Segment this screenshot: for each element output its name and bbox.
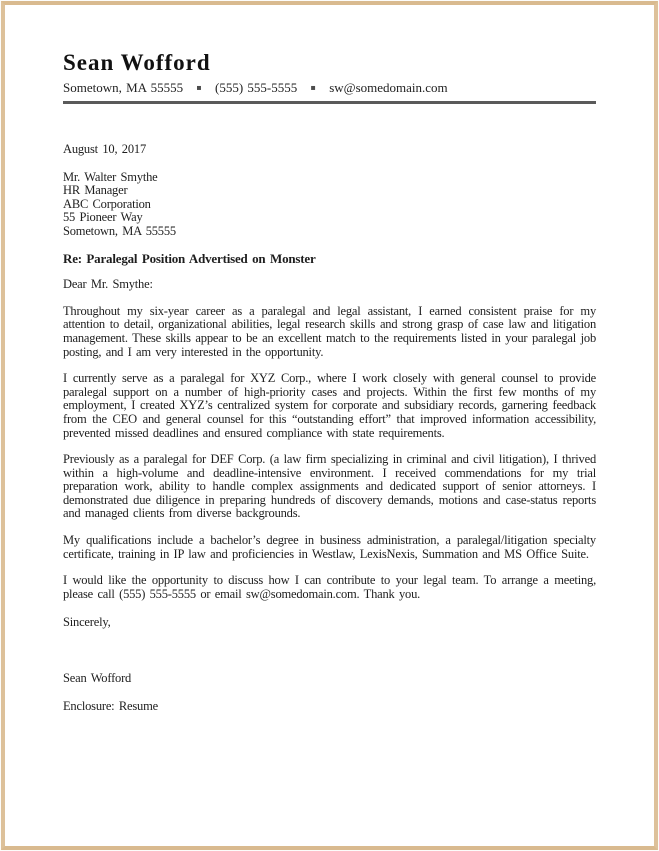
square-bullet-icon: ▪	[310, 83, 316, 92]
square-bullet-icon: ▪	[196, 83, 202, 92]
letter-header	[63, 50, 596, 104]
body-paragraph: Throughout my six-year career as a paralegal and legal assistant, I earned consistent praise for my attention to detail, organizational abilities, legal research skills and strong grasp of case law and litigation management. These skills appear to be an excellent match to the requirements listed in your paralegal job posting, and I am very interested in the opportunity.	[63, 303, 596, 359]
body-paragraph: I would like the opportunity to discuss how I can contribute to your legal team. To arrange a meeting, please call (555) 555-5555 or email sw@somedomain.com. Thank you.	[63, 573, 596, 601]
body-paragraph: My qualifications include a bachelor’s degree in business administration, a paralegal/litigation specialty certificate, training in IP law and proficiencies in Westlaw, LexisNexis, Summation and MS Office Suite.	[63, 533, 596, 561]
closing: Sincerely,	[63, 615, 111, 630]
header-divider-rule	[63, 101, 596, 104]
letter-date: August 10, 2017	[63, 142, 146, 156]
subject-line: Re: Paralegal Position Advertised on Monster	[63, 250, 316, 266]
sender-location: Sometown, MA 55555	[63, 80, 184, 95]
enclosure-line: Enclosure: Resume	[63, 698, 158, 713]
sender-phone: (555) 555-5555	[215, 80, 298, 95]
sender-name-heading: Sean Wofford	[63, 50, 211, 75]
recipient-city: Sometown, MA 55555	[63, 223, 176, 238]
body-paragraph: I currently serve as a paralegal for XYZ Corp., where I work closely with general counsel to provide paralegal support on a number of high-priority cases and projects. Within the first few months of my employment, I created XYZ’s centralized system for corporate and subsidiary records, garnering feedback from the CEO and general counsel for this “outstanding effort” that improved information accessibility, prevented missed deadlines and ensured compliance with state requirements.	[63, 371, 596, 440]
body-paragraph: Previously as a paralegal for DEF Corp. (a law firm specializing in criminal and civil litigation), I thrived within a high-volume and deadline-intensive environment. I received commendations for my trial preparation work, ability to handle complex assignments and dedicated support of senior attorneys. I demonstrated due diligence in preparing hundreds of discovery demands, motions and case-status reports and managed clients from diverse backgrounds.	[63, 452, 596, 521]
recipient-name: Mr. Walter Smythe	[63, 169, 158, 184]
recipient-title: HR Manager	[63, 183, 128, 198]
salutation: Dear Mr. Smythe:	[63, 277, 153, 292]
recipient-address-block	[63, 171, 596, 239]
sender-email: sw@somedomain.com	[329, 80, 448, 95]
recipient-street: 55 Pioneer Way	[63, 210, 143, 225]
page-border-frame	[1, 1, 658, 850]
cover-letter	[63, 50, 596, 713]
signature-name: Sean Wofford	[63, 671, 132, 686]
contact-line	[63, 80, 596, 95]
recipient-company: ABC Corporation	[63, 196, 151, 211]
